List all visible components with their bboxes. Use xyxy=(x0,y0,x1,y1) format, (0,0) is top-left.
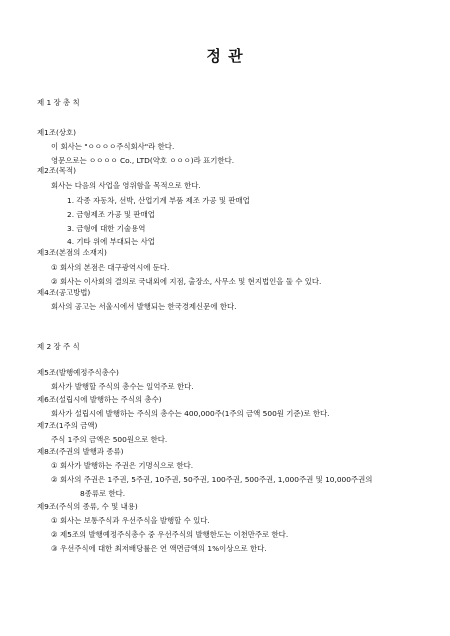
article-8-clause-1: ① 회사가 발행하는 주권은 기명식으로 한다. xyxy=(51,461,194,470)
article-9-clause-2: ② 제5조의 발행예정주식총수 중 우선주식의 발행한도는 이천만주로 한다. xyxy=(51,530,289,539)
article-2-item-1: 1. 각종 자동차, 선박, 산업기계 부품 제조 가공 및 판매업 xyxy=(67,196,250,205)
article-3-clause-2: ② 회사는 이사회의 결의로 국내외에 지점, 출장소, 사무소 및 현지법인을 둘 수 있다. xyxy=(51,277,322,286)
article-4-heading: 제4조(공고방법) xyxy=(37,288,91,297)
article-9-heading: 제9조(주식의 종류, 수 및 내용) xyxy=(37,502,138,511)
article-2-item-2: 2. 금형제조 가공 및 판매업 xyxy=(67,210,155,219)
article-1-line-2: 영문으로는 ㅇㅇㅇㅇ Co., LTD(약호 ㅇㅇㅇ)라 표기한다. xyxy=(51,156,235,165)
article-9-clause-3: ③ 우선주식에 대한 최저배당률은 연 액면금액의 1%이상으로 한다. xyxy=(51,544,267,553)
article-5-heading: 제5조(발행예정주식총수) xyxy=(37,368,119,377)
document-title: 정 관 xyxy=(206,47,244,65)
article-6-heading: 제6조(설립시에 발행하는 주식의 총수) xyxy=(37,395,162,404)
article-4-line-1: 회사의 공고는 서울시에서 발행되는 한국경제신문에 한다. xyxy=(51,302,237,311)
article-8-heading: 제8조(주권의 발행과 종류) xyxy=(37,447,124,456)
article-9-clause-1: ① 회사는 보통주식과 우선주식을 발행할 수 있다. xyxy=(51,516,210,525)
article-5-line-1: 회사가 발행할 주식의 총수는 일억주로 한다. xyxy=(51,382,194,391)
article-2-line-1: 회사는 다음의 사업을 영위함을 목적으로 한다. xyxy=(51,181,201,190)
article-2-item-3: 3. 금형에 대한 기술용역 xyxy=(67,224,146,233)
article-7-line-1: 주식 1주의 금액은 500원으로 한다. xyxy=(51,435,168,444)
article-7-heading: 제7조(1주의 금액) xyxy=(37,421,98,430)
chapter-1-heading: 제 1 장 총 칙 xyxy=(37,98,80,107)
article-1-line-1: 이 회사는 "ㅇㅇㅇㅇ주식회사"라 한다. xyxy=(51,142,175,151)
article-3-heading: 제3조(본점의 소재지) xyxy=(37,248,107,257)
article-2-item-4: 4. 기타 위에 부대되는 사업 xyxy=(67,237,155,246)
article-2-heading: 제2조(목적) xyxy=(37,166,77,175)
article-8-clause-2: ② 회사의 주권은 1주권, 5주권, 10주권, 50주권, 100주권, 500주권, 1,000주권 및 10,000주권의 xyxy=(51,475,373,484)
article-6-line-1: 회사가 설립시에 발행하는 주식의 총수는 400,000주(1주의 금액 500원 기준)로 한다. xyxy=(51,409,330,418)
chapter-2-heading: 제 2 장 주 식 xyxy=(37,342,80,351)
article-8-clause-2-continued: 8종류로 한다. xyxy=(80,489,126,498)
article-1-heading: 제1조(상호) xyxy=(37,128,77,137)
article-3-clause-1: ① 회사의 본점은 대구광역시에 둔다. xyxy=(51,263,170,272)
